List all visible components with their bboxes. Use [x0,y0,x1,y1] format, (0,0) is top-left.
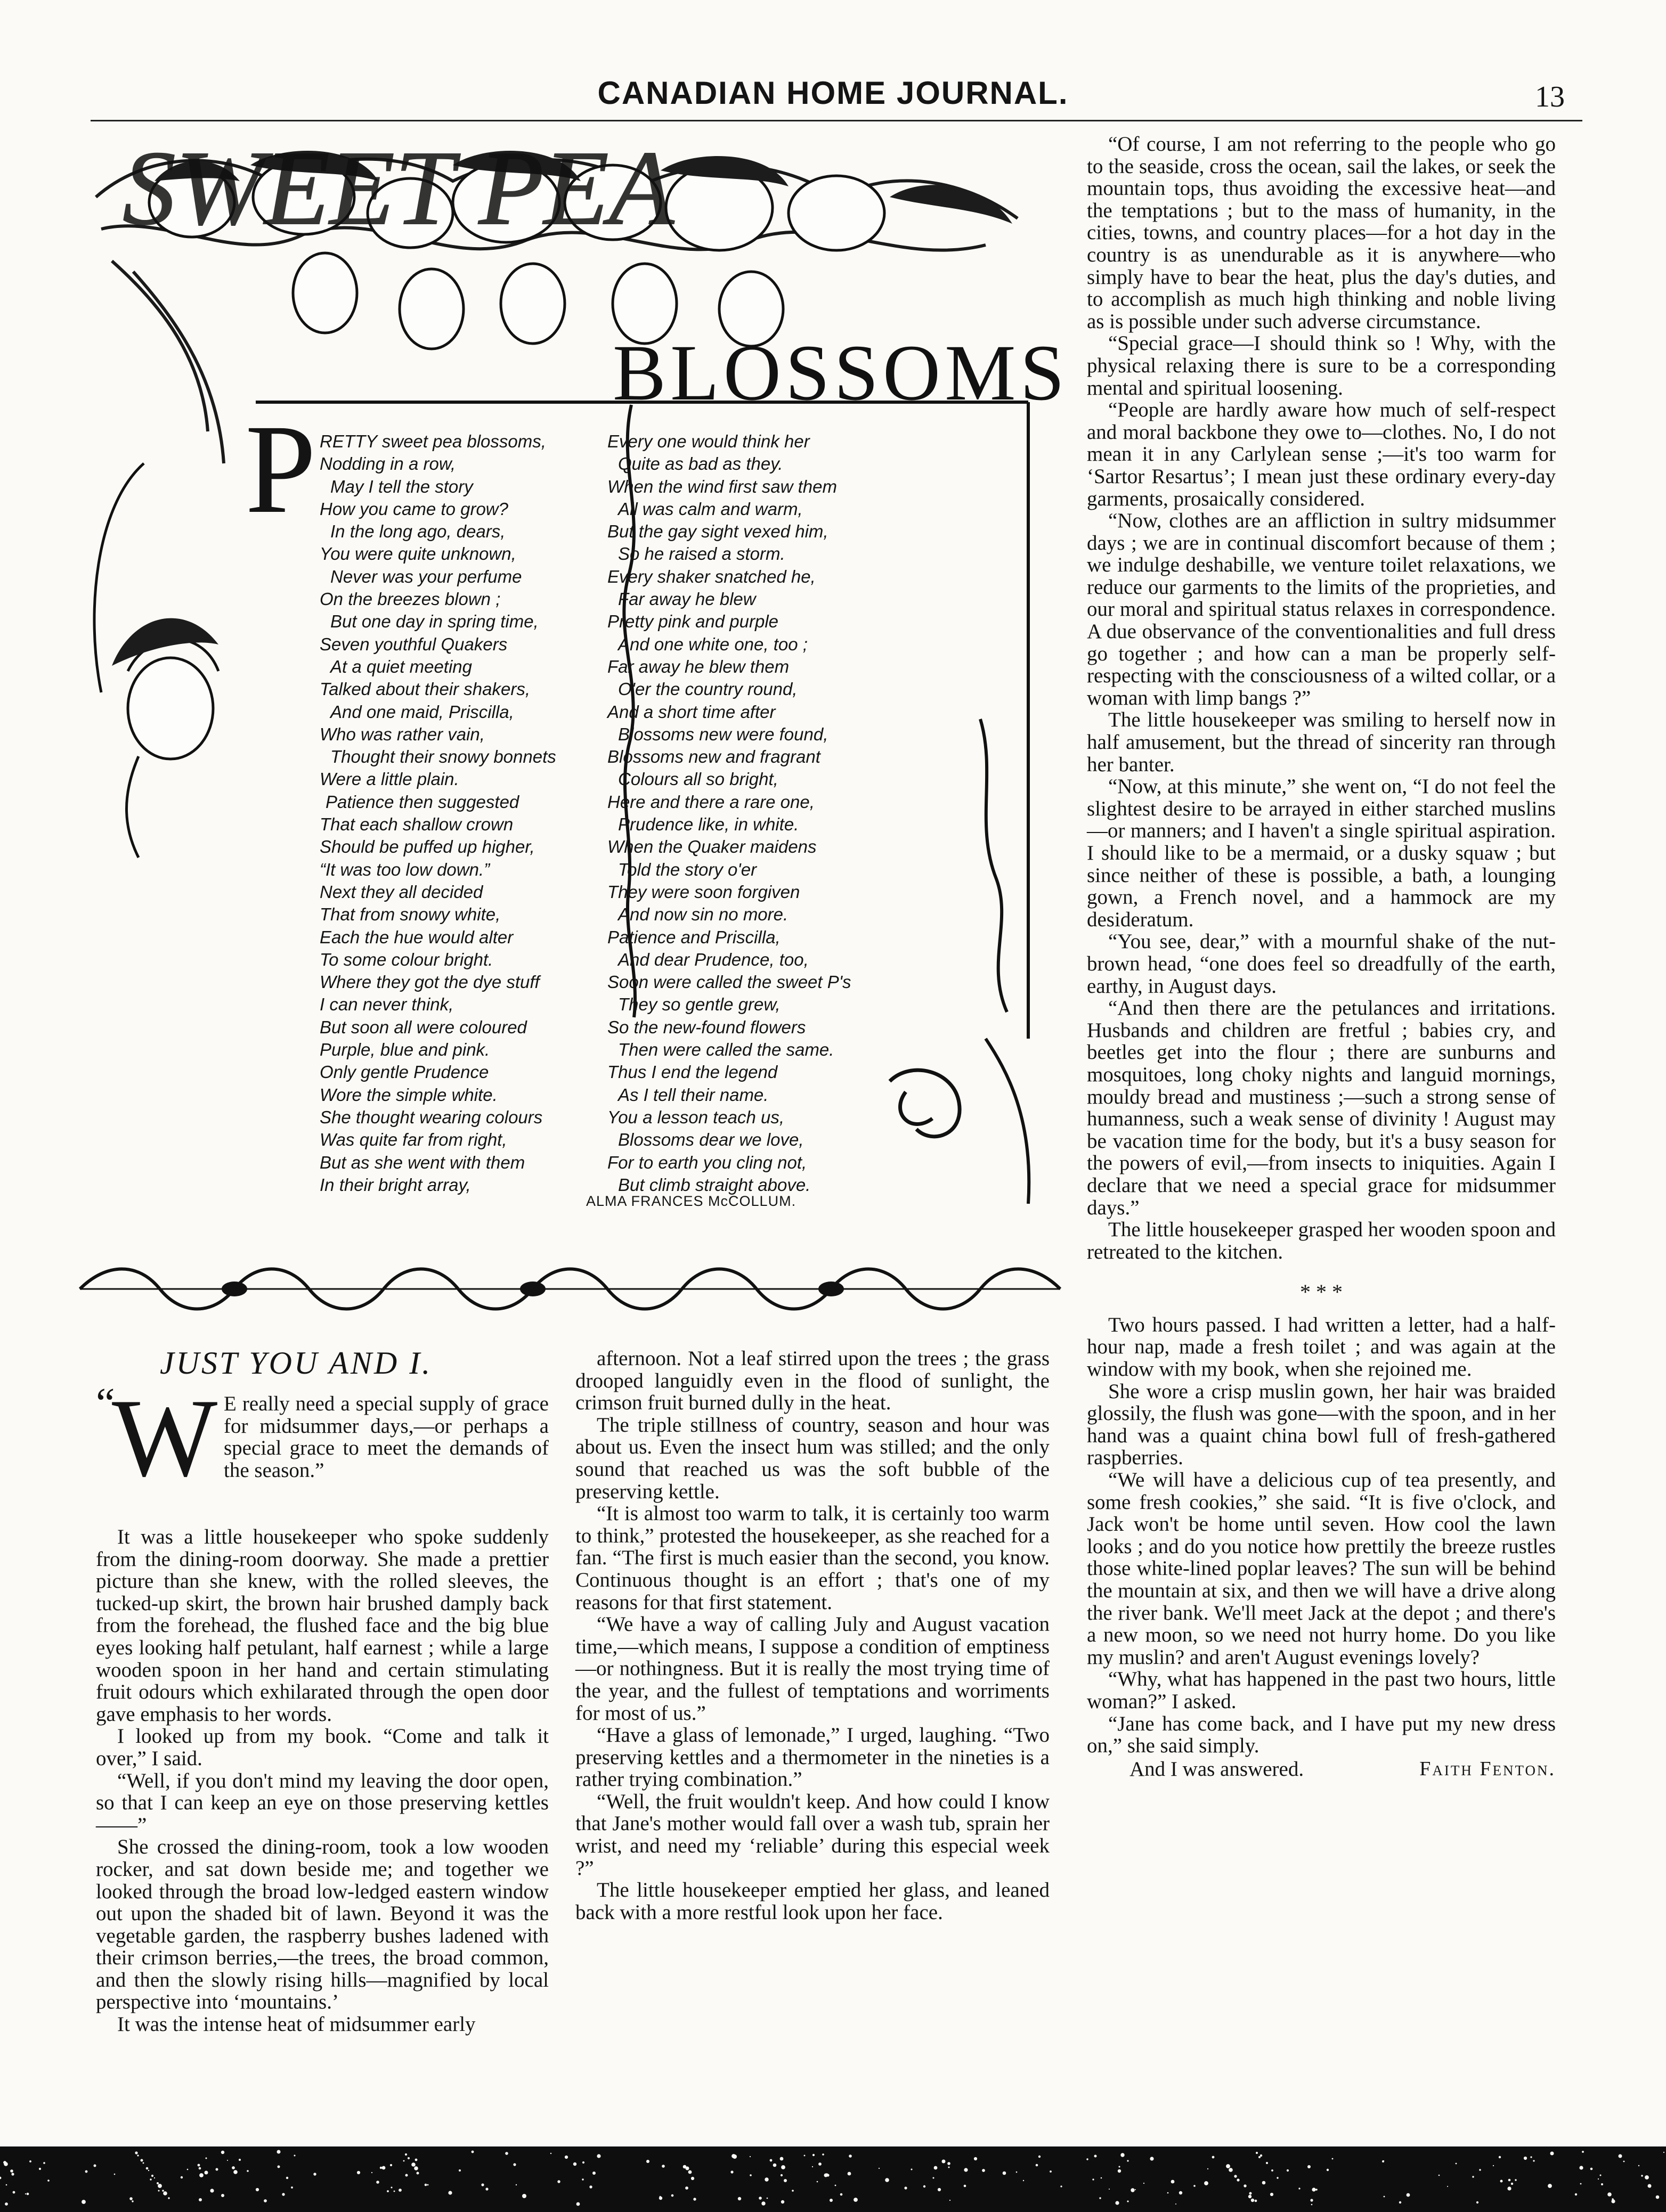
poem-line: Here and there a rare one, [607,791,815,812]
poem-column-1 [320,430,597,1196]
banner-title-top: SWEET PEA [123,133,674,247]
poem-line: Each the hue would alter [320,927,514,947]
poem-line: But as she went with them [320,1152,525,1172]
poem-line: All was calm and warm, [618,499,803,519]
poem-line: That each shallow crown [320,814,514,835]
paragraph: “People are hardly aware how much of self-respect and moral backbone they owe to—clothes. No, I do not mean it in any Carlylean sense ;—it's too warm for ‘Sartor Resartus’; I mean just these ordinary every-day garments, prosaically considered. [1087,398,1556,510]
poem-line: In their bright array, [320,1174,471,1195]
poem-line: When the wind first saw them [607,476,837,496]
story-column-1 [96,1376,549,2036]
page-number: 13 [1535,80,1565,113]
poem-first-line: RETTY sweet pea blossoms, [320,431,546,451]
poem-line: And one maid, Priscilla, [330,701,514,722]
poem-line: They so gentle grew, [618,994,781,1015]
paragraph: “And then there are the petulances and irritations. Husbands and children are fretful ; babies cry, and beetles get into the flour ; there are sunburns and mosquitoes, long choky nights and languid mornings, mouldy bread and mustiness ;—such a strong sense of humanness, such a weak sense of divinity ! August may be vacation time for the body, but it's a busy season for the powers of evil,—from insects to iniquities. Again I declare that we need a special grace for midsummer days.” [1087,997,1556,1219]
poem-line: Every shaker snatched he, [607,566,816,586]
poem-line: Prudence like, in white. [618,814,799,835]
poem-line: Patience and Priscilla, [607,927,781,947]
story-dropcap: W [112,1376,218,1500]
story-first-paragraph: E really need a special supply of grace for midsummer days,—or perhaps a special grace to meet the demands of the season.” [224,1392,549,1482]
poem-lines-2 [607,430,906,1196]
paragraph: “Well, if you don't mind my leaving the door open, so that I can keep an eye on those preserving kettles——” [96,1769,549,1836]
poem-line: But soon all were coloured [320,1017,527,1037]
poem-line: Far away he blew them [607,656,790,676]
poem-line: To some colour bright. [320,949,493,969]
paragraph: “It is almost too warm to talk, it is certainly too warm to think,” protested the housekeeper, as she reached for a fan. “The first is much easier than the second, you know. Continuous thought is an effort ; that's one of my reasons for that first statement. [575,1502,1050,1614]
poem-line: And now sin no more. [618,904,789,925]
poem-line: Talked about their shakers, [320,679,531,699]
poem-line: Nodding in a row, [320,454,456,474]
paragraph: She crossed the dining-room, took a low wooden rocker, and sat down beside me; and together we looked through the broad low-ledged eastern window out upon the shaded bit of lawn. Beyond it was the vegetable garden, the raspberry bushes ladened with their crimson berries,—the trees, the broad common, and then the slowly rising hills—magnified by local perspective into ‘mountains.’ [96,1835,549,2014]
poem-line: As I tell their name. [618,1084,769,1105]
poem-line: Who was rather vain, [320,724,485,744]
poem-line: Seven youthful Quakers [320,634,508,654]
poem-line: How you came to grow? [320,499,508,519]
paragraph: “Of course, I am not referring to the people who go to the seaside, cross the ocean, sail the lakes, or seek the mountain tops, thus avoiding the excessive heat—and the temptations ; but to the mass of humanity, in the cities, towns, and country places—for a hot day in the country is as unendurable as it is anywhere—who simply have to bear the heat, plus the day's duties, and to accomplish as much high thinking and noble living as is possible under such adverse circumstance. [1087,133,1556,333]
poem-line: When the Quaker maidens [607,837,817,857]
paragraph: “Well, the fruit wouldn't keep. And how could I know that Jane's mother would fall over a wash tub, sprain her wrist, and need my ‘reliable’ during this especial week ?” [575,1790,1050,1880]
poem-line: They were soon forgiven [607,881,800,902]
poem-line: Colours all so bright, [618,769,778,789]
poem-line: But the gay sight vexed him, [607,521,828,542]
poem-line: And one white one, too ; [618,634,808,654]
paragraph: The little housekeeper was smiling to herself now in half amusement, but the thread of sincerity ran through her banter. [1087,708,1556,776]
poem-author: ALMA FRANCES McCOLLUM. [586,1193,797,1209]
story-col2-paragraphs [575,1348,1050,1923]
poem-line: But climb straight above. [618,1174,811,1195]
story-col3-top-paragraphs [1087,133,1556,1263]
poem-line: She thought wearing colours [320,1107,543,1127]
poem-dropcap [245,398,316,540]
paragraph: “We will have a delicious cup of tea presently, and some fresh cookies,” she said. “It is five o'clock, and Jack won't be home until seven. How cool the lawn looks ; and do you notice how prettily the breeze rustles those white-lined poplar leaves? The sun will be behind the mountain at six, and then we will have a drive along the river bank. We'll meet Jack at the depot ; and there's a new moon, so we need not hurry home. Do you like my muslin? and aren't August evenings lovely? [1087,1468,1556,1669]
story-col1-paragraphs [96,1526,549,2036]
poem-line: May I tell the story [330,476,473,496]
poem-line: O'er the country round, [618,679,798,699]
poem-line: Far away he blew [618,589,756,609]
poem-line: Never was your perfume [330,566,522,586]
poem-line: Then were called the same. [618,1040,834,1060]
poem-line: Where they got the dye stuff [320,972,540,992]
poem-line: Thought their snowy bonnets [330,747,556,767]
banner-title-bottom: BLOSSOMS [613,329,1069,417]
story-column-2 [575,1348,1050,1923]
poem-line: Soon were called the sweet P's [607,972,851,992]
paragraph: It was the intense heat of midsummer early [117,2013,476,2036]
scan-border-bottom [0,2131,1666,2212]
poem-line: You were quite unknown, [320,544,516,564]
poem-line: Purple, blue and pink. [320,1040,490,1060]
poem-line: Only gentle Prudence [320,1062,489,1082]
poem-line: That from snowy white, [320,904,501,925]
poem-line: Pretty pink and purple [607,611,779,632]
ornamental-divider [75,1257,1066,1321]
poem-line: So the new-found flowers [607,1017,806,1037]
paragraph: afternoon. Not a leaf stirred upon the trees ; the grass drooped languidly even in the flood of sunlight, the crimson fruit burned dully in the heat. [575,1347,1050,1415]
poem-line: For to earth you cling not, [607,1152,807,1172]
poem-dropcap-letter: P [245,398,316,540]
story-signature: Faith Fenton. [1419,1757,1556,1780]
paragraph: She wore a crisp muslin gown, her hair was braided glossily, the flush was gone—with the spoon, and in her hand was a quaint china bowl full of fresh-gathered raspberries. [1087,1380,1556,1470]
poem-line: Wore the simple white. [320,1084,498,1105]
story-col3-bottom-paragraphs [1087,1314,1556,1757]
poem-line: Blossoms new and fragrant [607,747,820,767]
poem-line: So he raised a storm. [618,544,785,564]
story-open-quote: “ [96,1380,115,1427]
paragraph: The little housekeeper grasped her wooden spoon and retreated to the kitchen. [1087,1218,1556,1263]
paragraph: Two hours passed. I had written a letter, had a half-hour nap, made a fresh toilet ; and was again at the window with my book, when she rejoined me. [1087,1313,1556,1381]
poem-line: Next they all decided [320,881,483,902]
paragraph: “Why, what has happened in the past two hours, little woman?” I asked. [1087,1668,1556,1713]
header-rule [91,120,1582,121]
story-column-3 [1087,133,1556,1780]
paragraph: “Jane has come back, and I have put my new dress on,” she said simply. [1087,1712,1556,1758]
poem-line: Told the story o'er [618,859,757,879]
paragraph: I looked up from my book. “Come and talk it over,” I said. [96,1725,549,1770]
poem-line: In the long ago, dears, [330,521,506,542]
paragraph: “Now, at this minute,” she went on, “I do not feel the slightest desire to be arrayed in either starched muslins—or manners; and I haven't a single spiritual aspiration. I should like to be a mermaid, or a dusky squaw ; but since neither of these is possible, a bath, a lounging gown, a French novel, and a hammock are my desideratum. [1087,775,1556,931]
story-title: JUST YOU AND I. [160,1345,433,1381]
poem-line: And a short time after [607,701,776,722]
poem-line: At a quiet meeting [330,656,472,676]
paragraph: “We have a way of calling July and August vacation time,—which means, I suppose a condition of emptiness—or nothingness. But it is really the most trying time of the year, and the fullest of temptations and worriments for most of us.” [575,1613,1050,1725]
poem-line: Was quite far from right, [320,1130,507,1150]
poem-line: And dear Prudence, too, [618,949,809,969]
poem-line: Were a little plain. [320,769,459,789]
poem-line: But one day in spring time, [330,611,539,632]
story-closing [1087,1758,1556,1781]
poem-line: “It was too low down.” [320,859,490,879]
poem-line: On the breezes blown ; [320,589,501,609]
paragraph: The triple stillness of country, season and hour was about us. Even the insect hum was stilled; and the only sound that reached us was the soft bubble of the preserving kettle. [575,1413,1050,1503]
section-separator: * * * [1300,1280,1343,1304]
paragraph: It was a little housekeeper who spoke suddenly from the dining-room doorway. She made a prettier picture than she knew, with the rolled sleeves, the tucked-up skirt, the brown hair brushed damply back from the forehead, the flushed face and the big blue eyes looking half petulant, half earnest ; while a large wooden spoon in her hand and certain stimulating fruit odours which exhilarated through the open door gave emphasis to her words. [96,1525,549,1726]
poem-line: Blossoms new were found, [618,724,828,744]
story-opening [96,1376,549,1526]
paragraph: “You see, dear,” with a mournful shake of the nut-brown head, “one does feel so dreadfully of the earth, earthy, in August days. [1087,930,1556,998]
poem-line: Thus I end the legend [607,1062,778,1082]
poem-line: I can never think, [320,994,454,1015]
poem-line: Blossoms dear we love, [618,1130,804,1150]
paragraph: “Special grace—I should think so ! Why, with the physical relaxing there is sure to be a corresponding mental and spiritual loosening. [1087,332,1556,399]
poem-line: Patience then suggested [326,791,519,812]
poem-line: Quite as bad as they. [618,454,783,474]
paragraph: “Have a glass of lemonade,” I urged, laughing. “Two preserving kettles and a thermometer in the nineties is a rather trying combination.” [575,1724,1050,1791]
paragraph: “Now, clothes are an affliction in sultry midsummer days ; we are in continual discomfort because of them ; we indulge deshabille, we venture toilet relaxations, we reduce our garments to the limits of the proprieties, and our moral and spiritual status relaxes in correspondence. A due observance of the conventionalities and full dress go together ; and how can a man be properly self-respecting with the consciousness of a wilted collar, or a woman with limp bangs ?” [1087,509,1556,709]
poem-line: Every one would think her [607,431,810,451]
story-last-line: And I was answered. [1129,1757,1304,1781]
poem-lines-1 [320,453,597,1196]
poem-line: Should be puffed up higher, [320,837,535,857]
paragraph: The little housekeeper emptied her glass, and leaned back with a more restful look upon her face. [575,1879,1050,1924]
poem-line: You a lesson teach us, [607,1107,785,1127]
journal-title: CANADIAN HOME JOURNAL. [597,75,1069,111]
poem-column-2 [607,430,906,1196]
